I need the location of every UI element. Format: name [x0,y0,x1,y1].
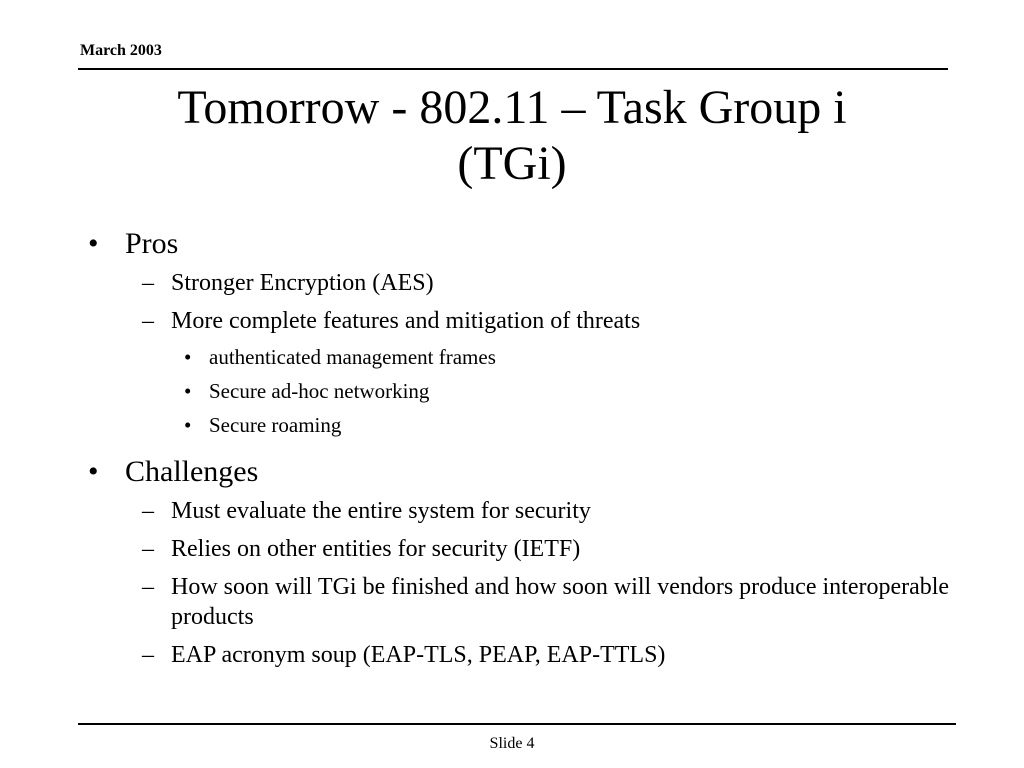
sub-sub-bullet-secure-roaming [88,412,968,438]
sub-sub-bullet-text: Secure roaming [209,413,342,437]
bullet-pros-label: Pros [125,227,179,260]
bullet-marker: • [88,455,99,488]
header-divider [78,68,948,70]
sub-sub-bullet-text: Secure ad-hoc networking [209,379,430,403]
bullet-marker: • [88,227,99,260]
header-date: March 2003 [80,42,162,59]
sub-bullet-text: Relies on other entities for security (IETF) [171,536,581,562]
slide-number: Slide 4 [489,735,535,752]
footer-divider [78,723,956,725]
sub-bullet-text: EAP acronym soup (EAP-TLS, PEAP, EAP-TTLS) [171,642,666,668]
bullet-pros [88,224,968,264]
slide-title-line-2: (TGi) [457,137,567,190]
dash-marker: – [142,574,154,600]
dash-marker: – [142,536,154,562]
sub-bullet-how-soon [88,572,968,632]
sub-bullet-text: Must evaluate the entire system for security [171,498,591,524]
sub-bullet-text: More complete features and mitigation of threats [171,308,641,334]
dash-marker: – [142,270,154,296]
bullet-marker: • [184,379,192,403]
sub-sub-bullet-secure-adhoc [88,378,968,404]
sub-bullet-eap-acronym-soup [88,640,968,670]
bullet-marker: • [184,345,192,369]
sub-sub-bullet-text: authenticated management frames [209,345,496,369]
bullet-challenges-label: Challenges [125,455,259,488]
sub-bullet-relies-on-entities [88,534,968,564]
sub-bullet-text: Stronger Encryption (AES) [171,270,434,296]
sub-bullet-stronger-encryption [88,268,968,298]
dash-marker: – [142,308,154,334]
slide-title-line-1: Tomorrow - 802.11 – Task Group i [177,81,847,134]
sub-bullet-text: How soon will TGi be finished and how soon will vendors produce interoperable products [171,574,950,630]
sub-bullet-evaluate-system [88,496,968,526]
bullet-challenges [88,452,968,492]
slide-body [88,224,968,670]
slide-title [90,80,934,192]
bullet-marker: • [184,413,192,437]
dash-marker: – [142,642,154,668]
sub-sub-bullet-authenticated-frames [88,344,968,370]
dash-marker: – [142,498,154,524]
sub-bullet-more-complete-features [88,306,968,336]
